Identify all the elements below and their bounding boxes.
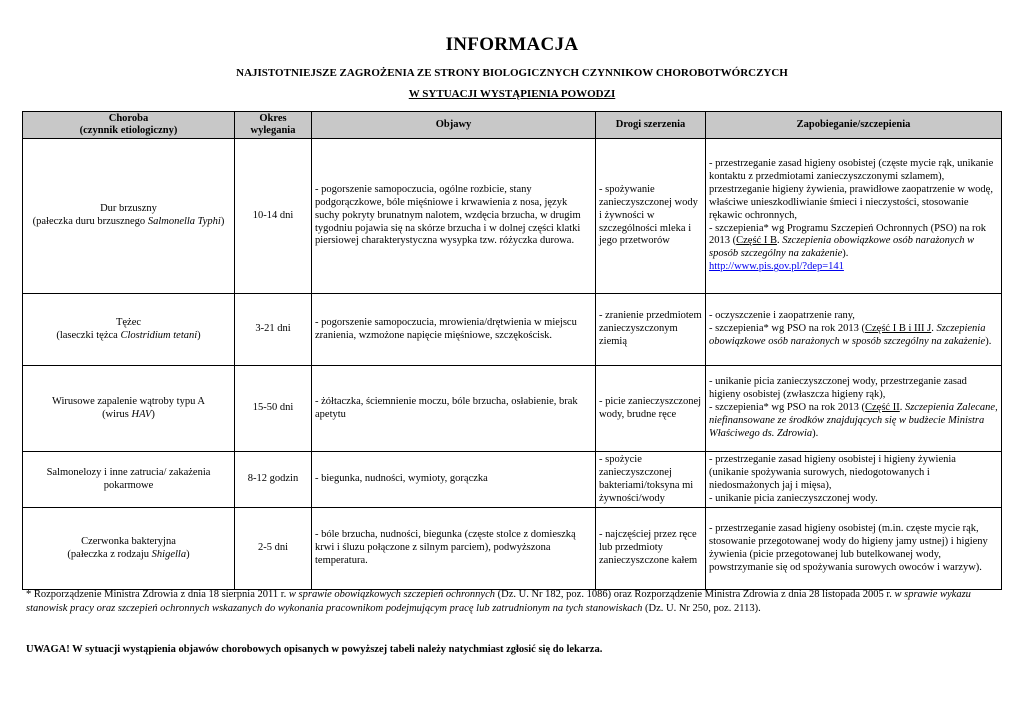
incubation-cell: 8-12 godzin: [235, 452, 312, 508]
table-row: [23, 508, 1002, 590]
incubation-cell: 10-14 dni: [235, 139, 312, 294]
transmission-cell: - spożycie zanieczyszczonej bakteriami/toksyna mi żywności/wody: [596, 452, 706, 508]
symptoms-cell: - bóle brzucha, nudności, biegunka (częste stolce z domieszką krwi i śluzu połączone z silnym parciem), podwyższona temperatura.: [312, 508, 596, 590]
prevention-cell: - przestrzeganie zasad higieny osobistej (m.in. częste mycie rąk, stosowanie przegotowanej wody do higieny jamy ustnej) i higieny żywienia (picie przegotowanej lub butelkowanej wody, powstrzymanie się od spożywania surowych owoców i warzyw).: [706, 508, 1002, 590]
transmission-cell: - spożywanie zanieczyszczonej wody i żywności w szczególności mleka i jego przetworów: [596, 139, 706, 294]
vaccination-program-link[interactable]: Część I B: [736, 235, 777, 247]
page-subtitle: NAJISTOTNIEJSZE ZAGROŻENIA ZE STRONY BIOLOGICZNYCH CZYNNIKOW CHOROBOTWÓRCZYCH: [236, 67, 788, 79]
transmission-cell: - najczęściej przez ręce lub przedmioty zanieczyszczone kałem: [596, 508, 706, 590]
prevention-cell: - przestrzeganie zasad higieny osobistej (częste mycie rąk, unikanie kontaktu z przedmiotami zanieczyszczonymi szlamem), przestrzeganie higieny żywienia, prawidłowe zaopatrzenie w wodę, właściwe unieszkodliwianie śmieci i nieczystości, stosowanie rękawic ochronnych, - szczepienia* wg Programu Szczepień Ochronnych (PSO) na rok 2013 (Część I B. Szczepienia obowiązkowe osób narażonych w sposób szczególny na zakażenie). http://www.pis.gov.pl/?dep=141: [706, 139, 1002, 294]
disease-cell: Czerwonka bakteryjna (pałeczka z rodzaju Shigella): [23, 508, 235, 590]
table-row: [23, 294, 1002, 366]
table-row: [23, 366, 1002, 452]
symptoms-cell: - pogorszenie samopoczucia, ogólne rozbicie, stany podgorączkowe, bóle mięśniowe i krwawienia z nosa, język suchy pokryty brunatnym nalotem, wzdęcia brzucha, w drugim tygodniu pojawia się na skórze brzucha i w dolnej części klatki piersiowej charakterystyczna wysypka tzw. różyczka durowa.: [312, 139, 596, 294]
table-row: [23, 452, 1002, 508]
prevention-cell: - przestrzeganie zasad higieny osobistej i higieny żywienia (unikanie spożywania surowych, niedogotowanych i niedosmażonych jaj i mięsa), - unikanie picia zanieczyszczonej wody.: [706, 452, 1002, 508]
page-title: INFORMACJA: [445, 34, 579, 55]
pis-url-link[interactable]: http://www.pis.gov.pl/?dep=141: [709, 261, 844, 273]
symptoms-cell: - pogorszenie samopoczucia, mrowienia/drętwienia w miejscu zranienia, wzmożone napięcie mięśniowe, szczękościsk.: [312, 294, 596, 366]
header-disease: Choroba (czynnik etiologiczny): [23, 112, 235, 139]
incubation-cell: 3-21 dni: [235, 294, 312, 366]
page-subtitle-flood: W SYTUACJI WYSTĄPIENIA POWODZI: [408, 88, 616, 100]
header-symptoms: Objawy: [312, 112, 596, 139]
table-row: [23, 139, 1002, 294]
warning-notice: UWAGA! W sytuacji wystąpienia objawów chorobowych opisanych w powyższej tabeli należy natychmiast zgłosić się do lekarza.: [26, 644, 603, 655]
vaccination-program-link[interactable]: Część II: [865, 402, 900, 414]
header-transmission: Drogi szerzenia: [596, 112, 706, 139]
vaccination-program-link[interactable]: Część I B i III J: [865, 323, 932, 335]
transmission-cell: - picie zanieczyszczonej wody, brudne ręce: [596, 366, 706, 452]
incubation-cell: 15-50 dni: [235, 366, 312, 452]
incubation-cell: 2-5 dni: [235, 508, 312, 590]
transmission-cell: - zranienie przedmiotem zanieczyszczonym ziemią: [596, 294, 706, 366]
disease-cell: Salmonelozy i inne zatrucia/ zakażenia pokarmowe: [23, 452, 235, 508]
table-header-row: [23, 112, 1002, 139]
prevention-cell: - oczyszczenie i zaopatrzenie rany, - szczepienia* wg PSO na rok 2013 (Część I B i III J. Szczepienia obowiązkowe osób narażonych w sposób szczególny na zakażenie).: [706, 294, 1002, 366]
footnote: * Rozporządzenie Ministra Zdrowia z dnia 18 sierpnia 2011 r. w sprawie obowiązkowych szczepień ochronnych (Dz. U. Nr 182, poz. 1086) oraz Rozporządzenie Ministra Zdrowia z dnia 28 listopada 2005 r. w sprawie wykazu stanowisk pracy oraz szczepień ochronnych wskazanych do wykonania pracownikom podejmującym pracę lub zatrudnionym na tych stanowiskach (Dz. U. Nr 250, poz. 2113).: [26, 589, 971, 615]
header-prevention: Zapobieganie/szczepienia: [706, 112, 1002, 139]
disease-cell: Wirusowe zapalenie wątroby typu A (wirus HAV): [23, 366, 235, 452]
prevention-cell: - unikanie picia zanieczyszczonej wody, przestrzeganie zasad higieny osobistej (zwłaszcza higieny rąk), - szczepienia* wg PSO na rok 2013 (Część II. Szczepienia Zalecane, niefinansowane ze środków znajdujących się w budżecie Ministra Właściwego ds. Zdrowia).: [706, 366, 1002, 452]
header-incubation: Okres wylegania: [235, 112, 312, 139]
disease-cell: Dur brzuszny (pałeczka duru brzusznego Salmonella Typhi): [23, 139, 235, 294]
diseases-table: [22, 111, 1002, 590]
symptoms-cell: - żółtaczka, ściemnienie moczu, bóle brzucha, osłabienie, brak apetytu: [312, 366, 596, 452]
disease-cell: Tężec (laseczki tężca Clostridium tetani): [23, 294, 235, 366]
symptoms-cell: - biegunka, nudności, wymioty, gorączka: [312, 452, 596, 508]
